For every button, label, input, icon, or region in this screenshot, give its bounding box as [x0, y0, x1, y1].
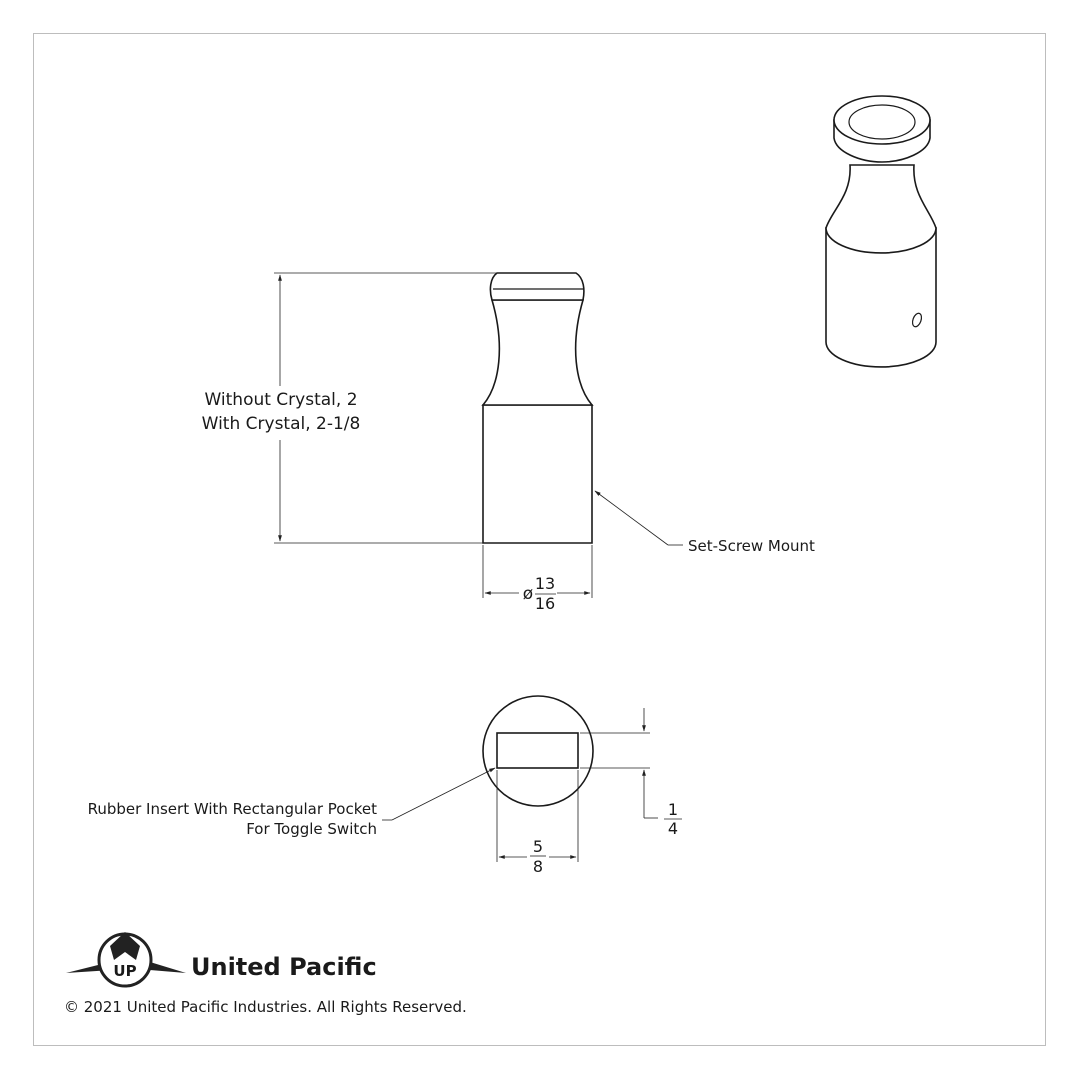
height-dimension [202, 273, 497, 543]
top-view [483, 696, 593, 806]
front-view-base-body [483, 405, 592, 543]
slot-width-numerator: 5 [532, 837, 544, 856]
height-label-without-crystal: Without Crystal, 2 [204, 390, 358, 410]
united-pacific-logo [66, 932, 377, 986]
insert-label-line1: Rubber Insert With Rectangular Pocket [87, 800, 377, 818]
logo-letters: UP [113, 962, 137, 980]
slot-height-dimension [580, 708, 682, 838]
set-screw-callout [595, 491, 815, 555]
slot-height-numerator: 1 [667, 800, 679, 819]
diameter-numerator: 13 [534, 574, 556, 593]
insert-label-line2: For Toggle Switch [246, 820, 377, 838]
front-view-neck [483, 300, 592, 405]
front-view-cap [490, 273, 583, 300]
diameter-denominator: 16 [534, 594, 556, 613]
isometric-neck [826, 165, 936, 253]
diameter-dimension [483, 545, 592, 613]
slot-height-denominator: 4 [667, 819, 679, 838]
diameter-symbol: ø [522, 584, 534, 604]
rectangular-pocket [497, 733, 578, 768]
brand-name: United Pacific [191, 953, 377, 981]
copyright-notice: © 2021 United Pacific Industries. All Rights Reserved. [64, 998, 467, 1016]
insert-leader-line [392, 768, 495, 820]
front-view [483, 273, 592, 543]
isometric-cap-top [834, 96, 930, 144]
set-screw-label: Set-Screw Mount [688, 537, 815, 555]
slot-width-denominator: 8 [532, 857, 544, 876]
isometric-view [826, 96, 936, 367]
height-label-with-crystal: With Crystal, 2-1/8 [201, 414, 361, 434]
rubber-insert-callout [88, 768, 495, 838]
set-screw-leader-line [595, 491, 668, 545]
